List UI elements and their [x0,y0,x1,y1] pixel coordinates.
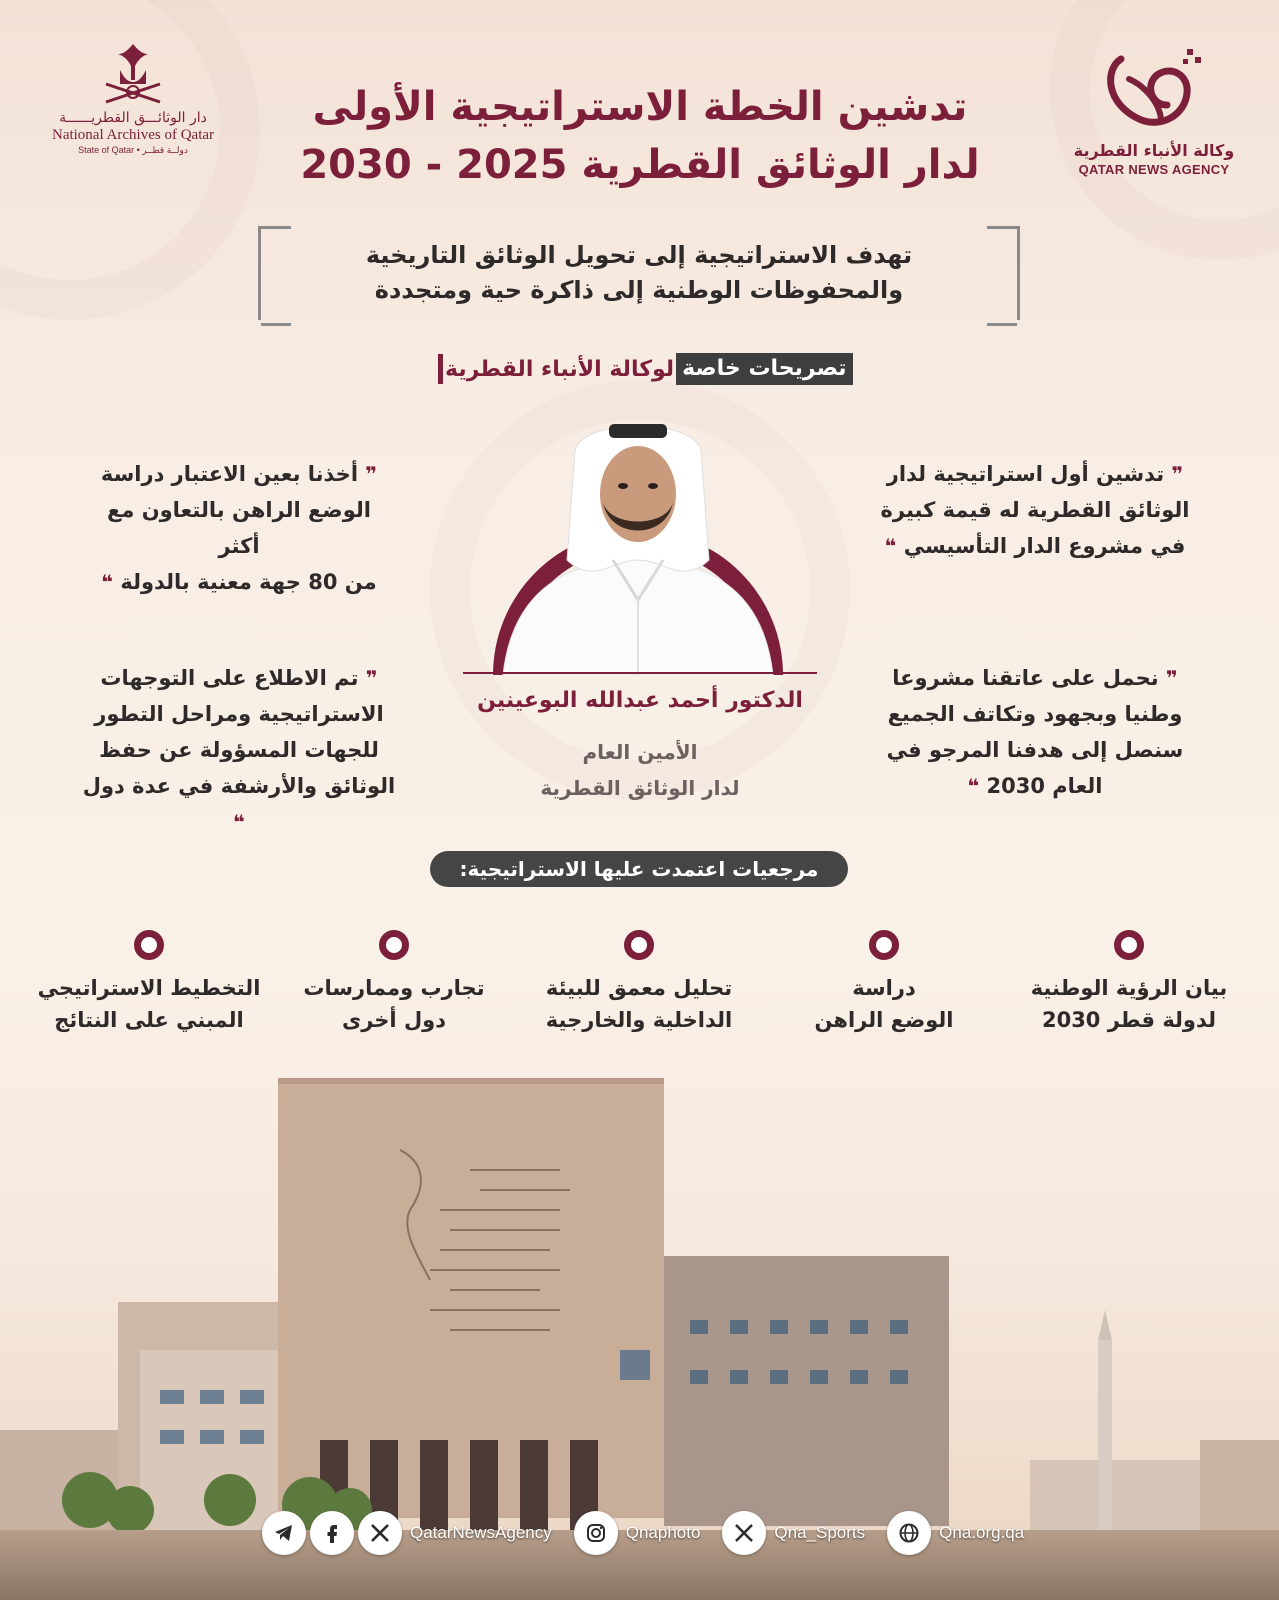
quote-line: أخذنا بعين الاعتبار دراسة [100,462,359,486]
national-archives-arabic: دار الوثائـــق القطريــــــة [59,110,207,126]
goal-line-1: تهدف الاستراتيجية إلى تحويل الوثائق التاريخية [365,241,913,269]
person-role-line-2: لدار الوثائق القطرية [540,776,740,800]
special-accent-bar [438,354,443,384]
special-statements-label [434,352,853,386]
qatar-emblem-icon [98,40,168,106]
reference-line: المبني على النتائج [54,1008,244,1032]
goal-line-2: والمحفوظات الوطنية إلى ذاكرة حية ومتجددة [374,276,904,304]
quote-top-left [84,456,394,600]
reference-line: بيان الرؤية الوطنية [1030,976,1228,1000]
national-archives-logo [38,40,228,180]
telegram-icon[interactable] [262,1511,306,1555]
quote-bottom-right [880,660,1190,804]
reference-line: الوضع الراهن [814,1008,954,1032]
special-highlight: تصريحات خاصة [676,353,852,385]
special-rest: لوكالة الأنباء القطرية [445,356,675,382]
reference-ring-icon [1114,930,1144,960]
quote-line: الوثائق والأرشفة في عدة دول [82,774,396,798]
reference-ring-icon [134,930,164,960]
quote-top-right [880,456,1190,564]
quote-open-icon: ❞ [1171,462,1184,486]
person-role [440,734,840,806]
social-handle-qnaphoto[interactable]: Qnaphoto [625,1523,701,1542]
quote-line: تم الاطلاع على التوجهات [100,666,359,690]
reference-line: دول أخرى [341,1008,446,1032]
qna-logo [1069,45,1239,190]
reference-item [524,930,754,1036]
quote-close-icon: ❝ [884,534,897,558]
quote-bottom-left [74,660,404,840]
quote-open-icon: ❞ [365,462,378,486]
goal-box [258,226,1020,320]
quote-line: العام 2030 [986,774,1103,798]
x-icon[interactable] [722,1511,766,1555]
social-handle-qatarnewsagency[interactable]: QatarNewsAgency [410,1523,552,1542]
reference-line: لدولة قطر 2030 [1041,1008,1217,1032]
qna-arabic-name: وكالة الأنباء القطرية [1073,141,1235,160]
globe-icon[interactable] [887,1511,931,1555]
facebook-icon[interactable] [310,1511,354,1555]
portrait-divider [463,672,817,674]
reference-line: الداخلية والخارجية [545,1008,733,1032]
quote-line: للجهات المسؤولة عن حفظ [99,738,379,762]
reference-item [279,930,509,1036]
quote-line: من 80 جهة معنية بالدولة [120,570,377,594]
x-icon[interactable] [358,1511,402,1555]
social-handle-qna-sports[interactable]: Qna_Sports [774,1523,866,1542]
reference-ring-icon [624,930,654,960]
quote-open-icon: ❞ [1165,666,1178,690]
reference-ring-icon [379,930,409,960]
national-archives-english: National Archives of Qatar [51,127,215,143]
national-archives-state: State of Qatar • دولــة قطــر [78,145,188,155]
qna-english-name: QATAR NEWS AGENCY [1078,162,1230,177]
qna-mark-icon [1099,45,1209,135]
quote-line: سنصل إلى هدفنا المرجو في [886,738,1184,762]
references-heading: مرجعيات اعتمدت عليها الاستراتيجية: [430,851,848,887]
quote-line: الاستراتيجية ومراحل التطور [94,702,384,726]
person-name: الدكتور أحمد عبدالله البوعينين [477,688,803,713]
person-role-line-1: الأمين العام [582,740,698,764]
reference-item [769,930,999,1036]
reference-line: دراسة [852,976,916,1000]
quote-open-icon: ❞ [365,666,378,690]
title-line-2: لدار الوثائق القطرية 2025 - 2030 [300,142,980,188]
quote-line: الوضع الراهن بالتعاون مع أكثر [107,498,371,558]
quote-close-icon: ❝ [967,774,980,798]
goal-text [261,238,1017,308]
quote-line: في مشروع الدار التأسيسي [903,534,1186,558]
reference-item [1014,930,1244,1036]
quote-line: تدشين أول استراتيجية لدار [886,462,1165,486]
reference-line: تجارب وممارسات [303,976,485,1000]
reference-line: التخطيط الاستراتيجي [37,976,261,1000]
person-portrait [463,410,813,675]
social-handle-website[interactable]: Qna.org.qa [939,1523,1025,1542]
reference-ring-icon [869,930,899,960]
instagram-icon[interactable] [574,1511,618,1555]
quote-line: الوثائق القطرية له قيمة كبيرة [880,498,1190,522]
reference-item [34,930,264,1036]
quote-close-icon: ❝ [233,810,245,834]
social-bar [262,1511,1046,1555]
page-title [300,78,980,194]
quote-close-icon: ❝ [101,570,114,594]
quote-line: نحمل على عاتقنا مشروعا [892,666,1159,690]
reference-line: تحليل معمق للبيئة [545,976,733,1000]
quote-line: وطنيا وبجهود وتكاتف الجميع [887,702,1183,726]
title-line-1: تدشين الخطة الاستراتيجية الأولى [312,84,968,130]
